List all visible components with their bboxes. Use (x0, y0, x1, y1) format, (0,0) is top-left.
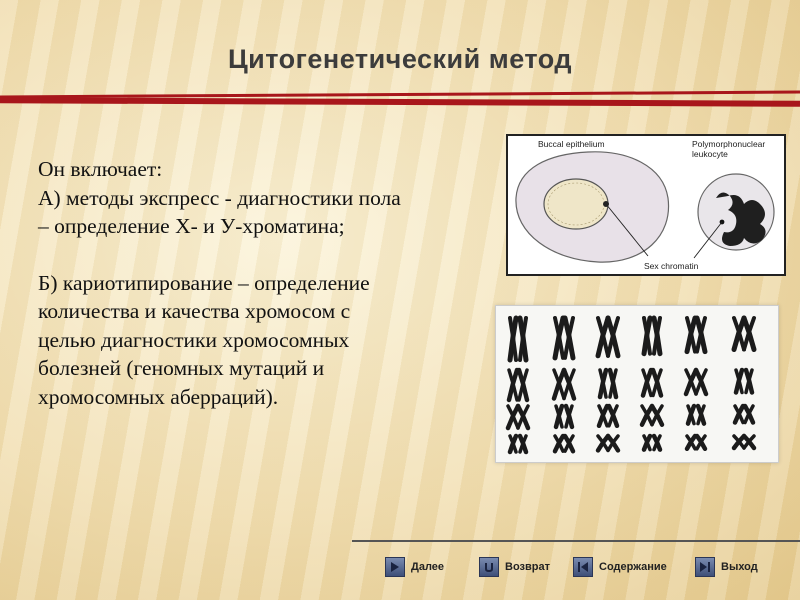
chromosome-pair (734, 436, 754, 448)
chromosome-pair (555, 436, 573, 451)
item-b-line4: болезней (геномных мутаций и (38, 356, 325, 380)
chromosome-pair (598, 318, 618, 356)
exit-button[interactable] (695, 555, 758, 579)
back-button[interactable] (479, 555, 550, 579)
chromosome-pair (687, 436, 705, 449)
contents-button[interactable] (573, 555, 667, 579)
item-a-line2: – определение Х- и У-хроматина; (38, 214, 345, 238)
chromosome-pair (598, 436, 618, 450)
item-b-line1: Б) кариотипирование – определение (38, 270, 370, 295)
chromosome-pair (508, 406, 528, 428)
label-pmn-2: leukocyte (692, 149, 728, 159)
chromosome-pair (510, 436, 526, 452)
chromosome-pair (600, 370, 616, 397)
chromosome-pair (644, 318, 660, 354)
label-sex-chromatin: Sex chromatin (644, 261, 699, 271)
chromosome-pair (736, 370, 752, 393)
chromosome-pair (554, 370, 574, 399)
chromosome-pair (642, 406, 662, 425)
intro-text: Он включает: (38, 157, 163, 181)
contents-label: Содержание (599, 561, 667, 573)
karyotype-figure (495, 305, 779, 463)
buccal-nucleus (544, 179, 608, 229)
return-icon (479, 557, 499, 577)
chromosome-pair (510, 318, 526, 360)
item-b-line5: хромосомных аберраций). (38, 384, 279, 409)
next-label: Далее (411, 561, 445, 573)
chromosome-pair (555, 318, 573, 358)
sex-chromatin-figure (506, 134, 786, 276)
item-b-line3: целью диагностики хромосомных (38, 327, 350, 352)
item-b-line2: количества и качества хромосом с (38, 299, 351, 323)
label-buccal: Buccal epithelium (538, 139, 605, 149)
chromosome-pair (686, 370, 706, 394)
chromosome-pair (643, 370, 661, 396)
skip-back-icon (573, 557, 593, 577)
chromosome-pair (688, 406, 704, 424)
slide-body (38, 155, 493, 411)
back-label: Возврат (505, 561, 550, 573)
chromosome-pair (599, 406, 617, 426)
play-right-icon (385, 557, 405, 577)
label-pmn-1: Polymorphonuclear (692, 139, 766, 149)
item-a-line1: А) методы экспресс - диагностики пола (38, 185, 401, 210)
next-button[interactable] (385, 555, 444, 579)
chromosome-pair (687, 318, 705, 352)
skip-forward-icon (695, 557, 715, 577)
chromosome-pair (644, 436, 660, 450)
chromosome-pair (556, 406, 572, 427)
title-divider-thick (0, 97, 800, 106)
nav-divider (352, 540, 800, 542)
chromosome-pair (509, 370, 527, 400)
slide-title: Цитогенетический метод (227, 44, 573, 74)
chromosome-pair (734, 318, 754, 350)
exit-label: Выход (721, 561, 758, 573)
chromosome-pair (735, 406, 753, 423)
